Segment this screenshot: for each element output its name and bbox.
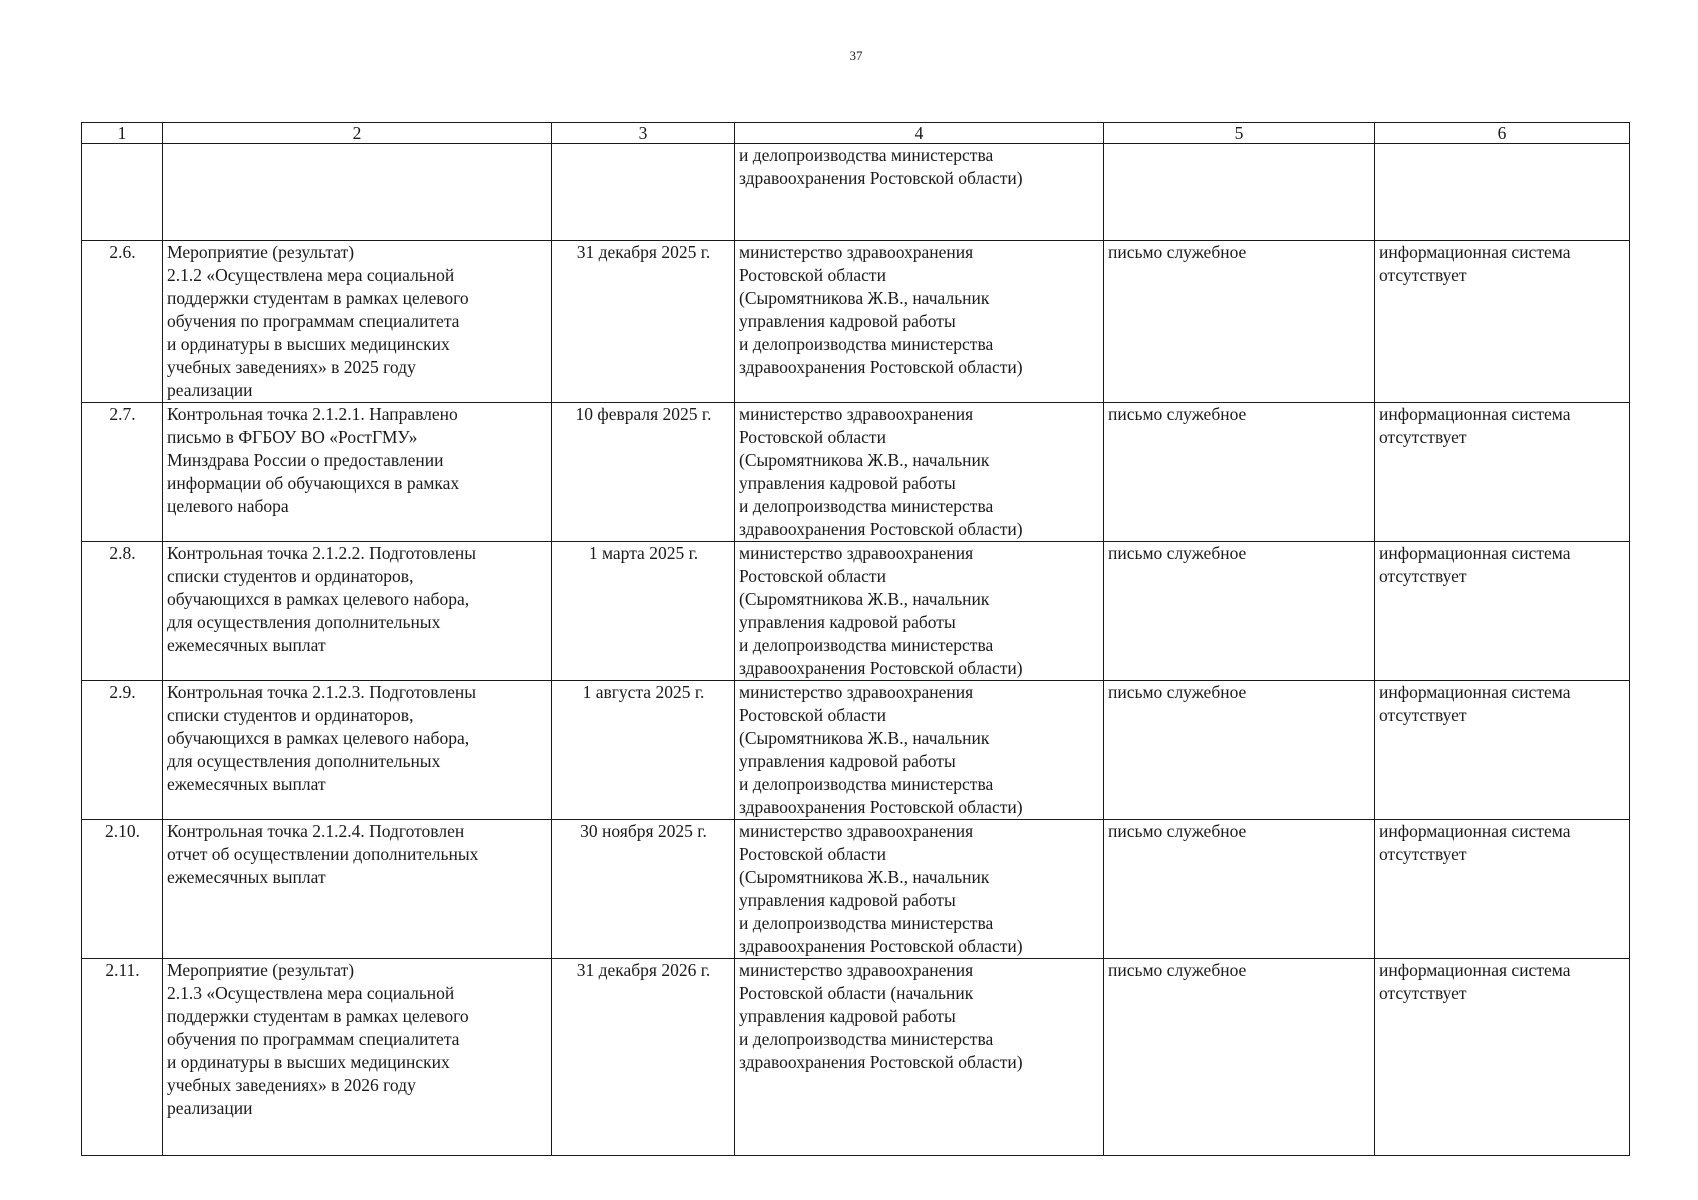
row-date: 30 ноября 2025 г.	[552, 820, 735, 959]
row-event: Контрольная точка 2.1.2.1. Направлено письмо в ФГБОУ ВО «РостГМУ» Минздрава России о предоставлении информации об обучающихся в рамках целевого набора	[163, 403, 552, 542]
row-info-system: информационная система отсутствует	[1375, 681, 1630, 820]
row-number: 2.9.	[82, 681, 163, 820]
row-document: письмо служебное	[1104, 542, 1375, 681]
table-row	[82, 959, 1630, 1156]
row-responsible: и делопроизводства министерства здравоохранения Ростовской области)	[735, 144, 1104, 241]
row-number	[82, 144, 163, 241]
table-row	[82, 144, 1630, 241]
table-row	[82, 542, 1630, 681]
header-col-1: 1	[82, 123, 163, 144]
row-date: 31 декабря 2026 г.	[552, 959, 735, 1156]
row-responsible: министерство здравоохранения Ростовской области (Сыромятникова Ж.В., начальник управления кадровой работы и делопроизводства министерства здравоохранения Ростовской области)	[735, 241, 1104, 403]
row-document: письмо служебное	[1104, 403, 1375, 542]
row-document: письмо служебное	[1104, 820, 1375, 959]
table-row	[82, 820, 1630, 959]
row-responsible: министерство здравоохранения Ростовской области (Сыромятникова Ж.В., начальник управления кадровой работы и делопроизводства министерства здравоохранения Ростовской области)	[735, 681, 1104, 820]
page-number: 37	[849, 48, 863, 63]
row-info-system: информационная система отсутствует	[1375, 241, 1630, 403]
header-col-5: 5	[1104, 123, 1375, 144]
row-event: Контрольная точка 2.1.2.2. Подготовлены списки студентов и ординаторов, обучающихся в рамках целевого набора, для осуществления дополнительных ежемесячных выплат	[163, 542, 552, 681]
row-date: 31 декабря 2025 г.	[552, 241, 735, 403]
row-event: Мероприятие (результат) 2.1.2 «Осуществлена мера социальной поддержки студентам в рамках целевого обучения по программам специалитета и ординатуры в высших медицинских учебных заведениях» в 2025 году реализации	[163, 241, 552, 403]
row-document: письмо служебное	[1104, 241, 1375, 403]
row-info-system: информационная система отсутствует	[1375, 959, 1630, 1156]
row-number: 2.11.	[82, 959, 163, 1156]
row-number: 2.8.	[82, 542, 163, 681]
row-responsible: министерство здравоохранения Ростовской области (Сыромятникова Ж.В., начальник управления кадровой работы и делопроизводства министерства здравоохранения Ростовской области)	[735, 820, 1104, 959]
row-event: Мероприятие (результат) 2.1.3 «Осуществлена мера социальной поддержки студентам в рамках целевого обучения по программам специалитета и ординатуры в высших медицинских учебных заведениях» в 2026 году реализации	[163, 959, 552, 1156]
row-responsible: министерство здравоохранения Ростовской области (начальник управления кадровой работы и делопроизводства министерства здравоохранения Ростовской области)	[735, 959, 1104, 1156]
header-col-4: 4	[735, 123, 1104, 144]
row-document: письмо служебное	[1104, 681, 1375, 820]
row-info-system	[1375, 144, 1630, 241]
row-number: 2.10.	[82, 820, 163, 959]
row-date: 10 февраля 2025 г.	[552, 403, 735, 542]
row-responsible: министерство здравоохранения Ростовской области (Сыромятникова Ж.В., начальник управления кадровой работы и делопроизводства министерства здравоохранения Ростовской области)	[735, 542, 1104, 681]
row-responsible: министерство здравоохранения Ростовской области (Сыромятникова Ж.В., начальник управления кадровой работы и делопроизводства министерства здравоохранения Ростовской области)	[735, 403, 1104, 542]
row-number: 2.7.	[82, 403, 163, 542]
table-row	[82, 241, 1630, 403]
header-col-6: 6	[1375, 123, 1630, 144]
document-table	[81, 122, 1630, 1156]
row-info-system: информационная система отсутствует	[1375, 542, 1630, 681]
row-info-system: информационная система отсутствует	[1375, 820, 1630, 959]
header-col-3: 3	[552, 123, 735, 144]
row-document: письмо служебное	[1104, 959, 1375, 1156]
row-event	[163, 144, 552, 241]
header-row	[82, 123, 1630, 144]
row-date: 1 марта 2025 г.	[552, 542, 735, 681]
row-event: Контрольная точка 2.1.2.4. Подготовлен отчет об осуществлении дополнительных ежемесячных выплат	[163, 820, 552, 959]
row-number: 2.6.	[82, 241, 163, 403]
row-document	[1104, 144, 1375, 241]
row-date	[552, 144, 735, 241]
table-row	[82, 681, 1630, 820]
row-info-system: информационная система отсутствует	[1375, 403, 1630, 542]
row-date: 1 августа 2025 г.	[552, 681, 735, 820]
table-row	[82, 403, 1630, 542]
header-col-2: 2	[163, 123, 552, 144]
row-event: Контрольная точка 2.1.2.3. Подготовлены списки студентов и ординаторов, обучающихся в рамках целевого набора, для осуществления дополнительных ежемесячных выплат	[163, 681, 552, 820]
